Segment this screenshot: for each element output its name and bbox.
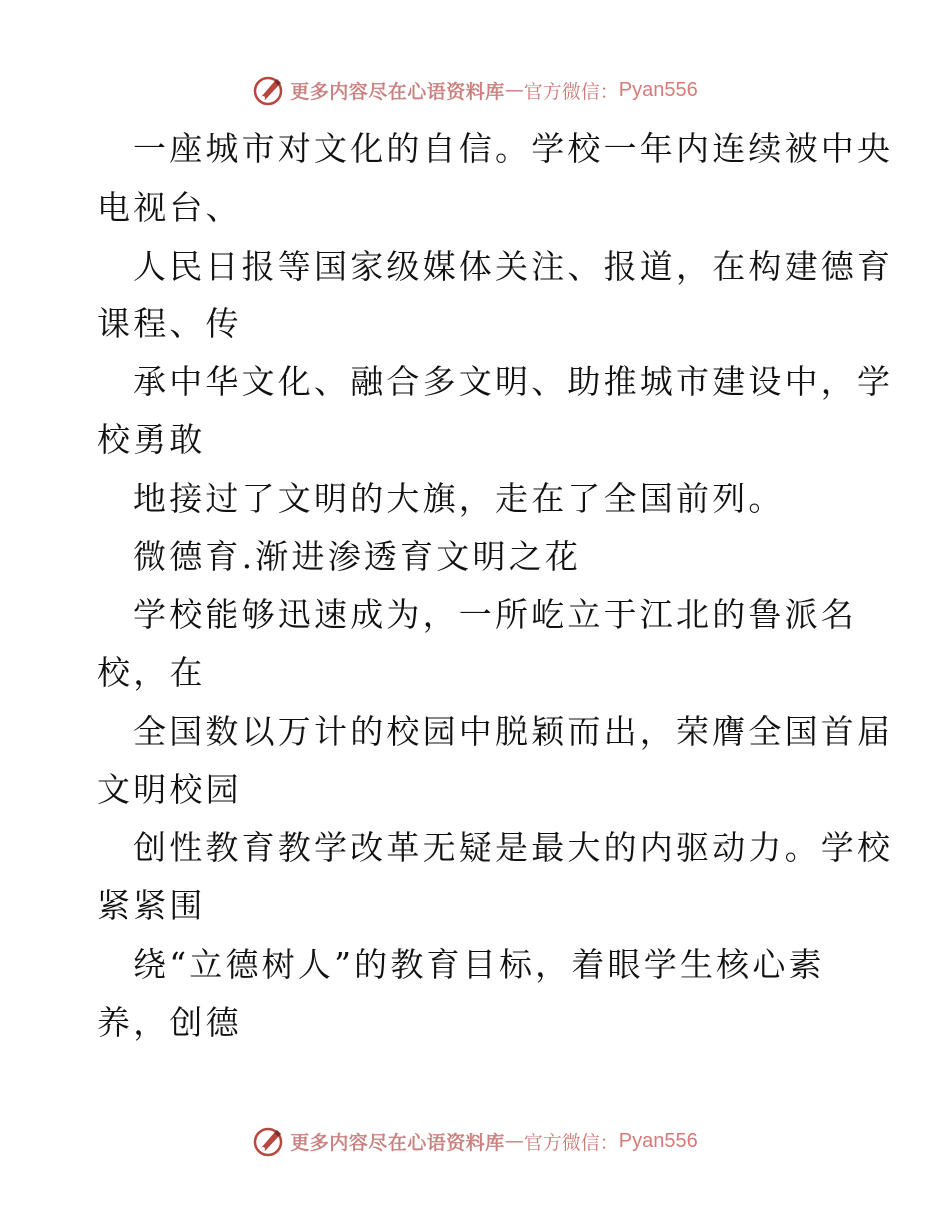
text-line: 微德育.渐进渗透育文明之花 xyxy=(133,537,582,576)
text-line: 紧紧围 xyxy=(97,886,206,925)
text-line: 电视台、 xyxy=(97,188,242,227)
text-line: 文明校园 xyxy=(97,770,242,809)
text-line: 创性教育教学改革无疑是最大的内驱动力。学校 xyxy=(133,828,894,867)
text-line: 养，创德 xyxy=(97,1003,242,1042)
text-line: 承中华文化、融合多文明、助推城市建设中，学 xyxy=(133,362,894,401)
footer-watermark xyxy=(0,1123,950,1159)
watermark-brand: 更多内容尽在心语资料库 xyxy=(290,80,505,103)
watermark-brand: 更多内容尽在心语资料库 xyxy=(290,1131,505,1154)
text-line: 地接过了文明的大旗，走在了全国前列。 xyxy=(133,479,785,518)
watermark-wechat-label: 官方微信： xyxy=(523,80,619,103)
text-line: 校勇敢 xyxy=(97,420,206,459)
pen-logo-icon xyxy=(252,1124,286,1158)
text-line: 绕“立德树人”的教育目标，着眼学生核心素 xyxy=(133,945,825,984)
watermark-wechat-label: 官方微信： xyxy=(523,1131,619,1154)
header-watermark xyxy=(0,72,950,108)
text-line: 课程、传 xyxy=(97,304,242,343)
text-line: 全国数以万计的校园中脱颖而出，荣膺全国首届 xyxy=(133,712,894,751)
text-line: 学校能够迅速成为，一所屹立于江北的鲁派名 xyxy=(133,595,857,634)
watermark-wechat-id: Pyan556 xyxy=(618,1129,698,1152)
text-line: 校，在 xyxy=(97,653,206,692)
text-line: 人民日报等国家级媒体关注、报道，在构建德育 xyxy=(133,247,894,286)
watermark-separator: — xyxy=(504,1130,524,1152)
pen-logo-icon xyxy=(252,73,286,107)
watermark-wechat-id: Pyan556 xyxy=(618,78,698,101)
text-line: 一座城市对文化的自信。学校一年内连续被中央 xyxy=(133,129,894,168)
watermark-separator: — xyxy=(504,79,524,101)
